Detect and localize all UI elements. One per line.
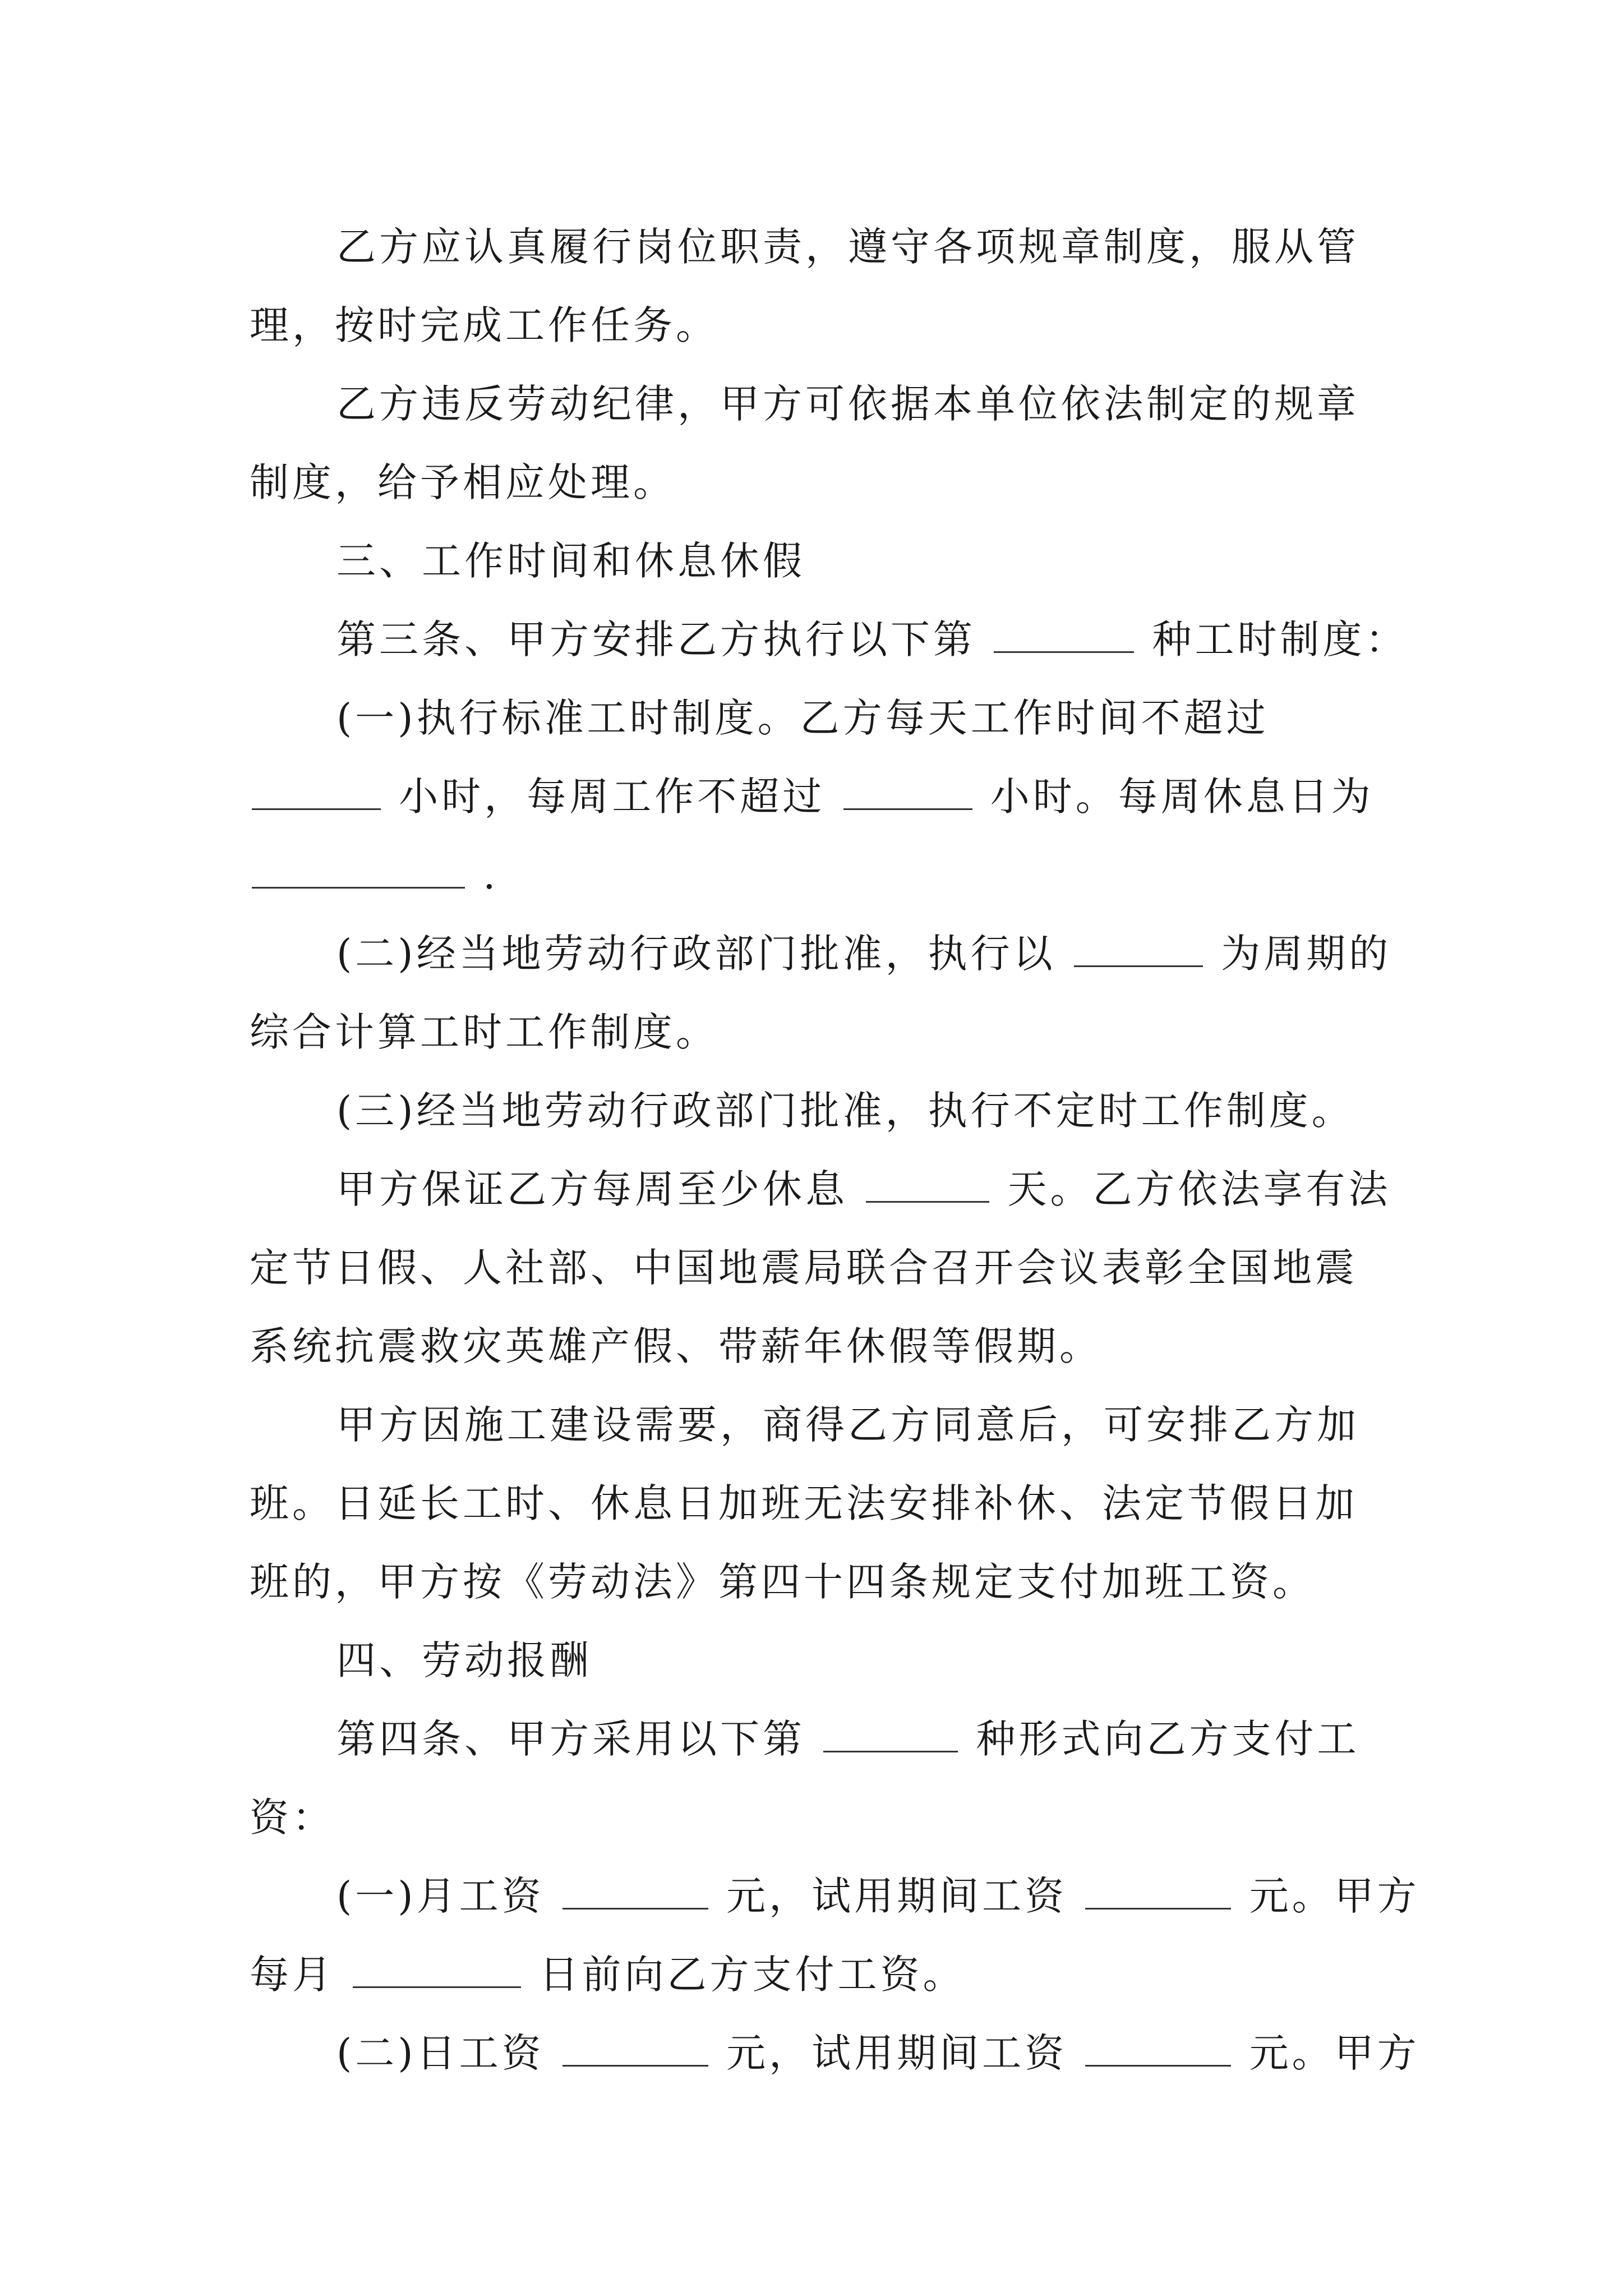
paragraph-line (336, 679, 1458, 757)
text-run: 综合计算工时工作制度。 (250, 1009, 718, 1055)
paragraph-line (336, 2014, 1458, 2092)
text-run: 天。乙方依法享有法 (1007, 1166, 1391, 1212)
text-run: 系统抗震救灾英雄产假、带薪年休假等假期。 (250, 1323, 1102, 1369)
text-run: 定节日假、人社部、中国地震局联合召开会议表彰全国地震 (250, 1245, 1358, 1291)
text-run: . (483, 852, 499, 898)
fill-blank[interactable] (866, 1161, 989, 1203)
text-run: 种形式向乙方支付工 (976, 1716, 1360, 1762)
fill-blank[interactable] (823, 1710, 958, 1752)
text-run: 甲方保证乙方每周至少休息 (336, 1166, 848, 1212)
paragraph-line (336, 1071, 1458, 1150)
text-run: 乙方违反劳动纪律，甲方可依据本单位依法制定的规章 (336, 381, 1359, 427)
text-run: (三)经当地劳动行政部门批准，执行不定时工作制度。 (336, 1088, 1354, 1134)
paragraph-line (336, 208, 1458, 286)
section-heading (336, 522, 1458, 600)
paragraph-line (250, 1464, 1483, 1543)
fill-blank[interactable] (562, 2024, 708, 2067)
text-run: 制度，给予相应处理。 (250, 459, 676, 505)
text-run: 每月 (250, 1952, 335, 1998)
text-run: 日前向乙方支付工资。 (539, 1952, 966, 1998)
text-run: (二)经当地劳动行政部门批准，执行以 (336, 931, 1056, 977)
paragraph-line (250, 1543, 1483, 1621)
paragraph-line (336, 1386, 1458, 1464)
text-run: 第三条、甲方安排乙方执行以下第 (336, 616, 976, 662)
paragraph-line (336, 1857, 1458, 1935)
text-run: (一)执行标准工时制度。乙方每天工作时间不超过 (336, 695, 1269, 741)
fill-blank[interactable] (252, 768, 381, 810)
fill-blank[interactable] (1085, 1867, 1231, 1910)
text-run: 理，按时完成工作任务。 (250, 302, 718, 348)
text-run: 元。甲方 (1249, 1873, 1420, 1919)
paragraph-line (250, 993, 1483, 1071)
text-run: 元。甲方 (1249, 2030, 1420, 2076)
paragraph-line (250, 286, 1483, 365)
paragraph-line (250, 757, 1483, 836)
fill-blank[interactable] (252, 846, 465, 889)
fill-blank[interactable] (562, 1867, 708, 1910)
text-run: (一)月工资 (336, 1873, 545, 1919)
text-run: 资： (250, 1795, 335, 1841)
text-run: 四、劳动报酬 (336, 1637, 592, 1683)
paragraph-line (250, 1228, 1483, 1307)
paragraph-line (336, 365, 1458, 443)
paragraph-line (250, 443, 1483, 522)
text-run: 乙方应认真履行岗位职责，遵守各项规章制度，服从管 (336, 224, 1359, 270)
text-run: (二)日工资 (336, 2030, 545, 2076)
fill-blank[interactable] (994, 611, 1134, 653)
text-run: 元，试用期间工资 (726, 2030, 1068, 2076)
paragraph-line (250, 1778, 1483, 1857)
text-run: 小时，每周工作不超过 (399, 774, 826, 820)
paragraph-line (336, 914, 1458, 993)
text-run: 班的，甲方按《劳动法》第四十四条规定支付加班工资。 (250, 1559, 1315, 1605)
text-run: 班。日延长工时、休息日加班无法安排补休、法定节假日加 (250, 1480, 1358, 1526)
fill-blank[interactable] (353, 1946, 521, 1988)
section-heading (336, 1621, 1458, 1700)
text-run: 三、工作时间和休息休假 (336, 538, 805, 584)
text-run: 第四条、甲方采用以下第 (336, 1716, 805, 1762)
text-run: 为周期的 (1221, 931, 1392, 977)
paragraph-line (250, 836, 1483, 914)
text-run: 元，试用期间工资 (726, 1873, 1068, 1919)
text-run: 甲方因施工建设需要，商得乙方同意后，可安排乙方加 (336, 1402, 1359, 1448)
fill-blank[interactable] (843, 768, 972, 810)
paragraph-line (250, 1935, 1483, 2014)
fill-blank[interactable] (1085, 2024, 1231, 2067)
paragraph-line (336, 1700, 1458, 1778)
text-run: 小时。每周休息日为 (990, 774, 1374, 820)
fill-blank[interactable] (1074, 925, 1203, 967)
paragraph-line (336, 600, 1458, 679)
paragraph-line (250, 1307, 1483, 1386)
text-run: 种工时制度： (1152, 616, 1408, 662)
paragraph-line (336, 1150, 1458, 1228)
